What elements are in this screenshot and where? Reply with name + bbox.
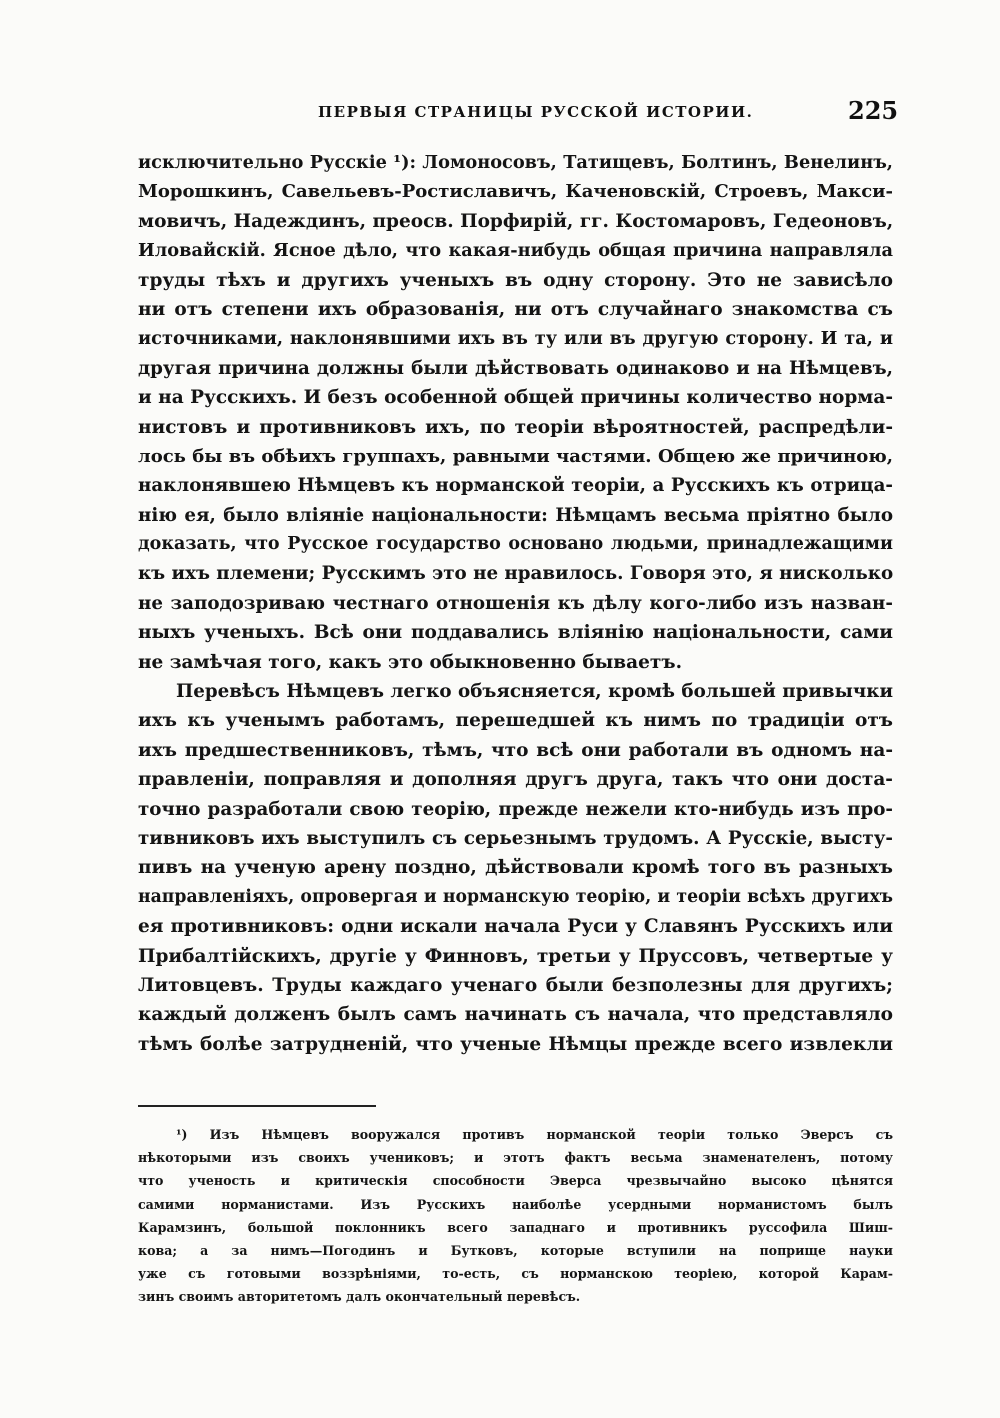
text-line: ея противниковъ: одни искали начала Руси у Славянъ Русскихъ или [138, 916, 893, 938]
text-line: ихъ предшественниковъ, тѣмъ, что всѣ они работали въ одномъ на- [138, 739, 893, 761]
footnote-line: что ученость и критическія способности Эверса чрезвычайно высоко цѣнятся [138, 1173, 893, 1189]
footnote-line: Карамзинъ, большой поклонникъ всего западнаго и противникъ руссофила Шиш- [138, 1219, 893, 1235]
text-line: не заподозриваю честнаго отношенія къ дѣлу кого-либо изъ назван- [138, 592, 893, 614]
text-line: нію ея, было вліяніе національности: Нѣмцамъ весьма пріятно было [138, 504, 893, 526]
text-line: мовичъ, Надеждинъ, преосв. Порфирій, гг. Костомаровъ, Гедеоновъ, [138, 210, 894, 232]
running-title: ПЕРВЫЯ СТРАНИЦЫ РУССКОЙ ИСТОРИИ. [318, 103, 754, 121]
text-line: Перевѣсъ Нѣмцевъ легко объясняется, кромѣ большей привычки [176, 681, 893, 703]
text-line: исключительно Русскіе ¹): Ломоносовъ, Татищевъ, Болтинъ, Венелинъ, [138, 152, 893, 173]
footnote-line: кова; а за нимъ—Погодинъ и Бутковъ, которые вступили на поприще науки [138, 1242, 893, 1258]
text-line: нистовъ и противниковъ ихъ, по теоріи вѣроятностей, распредѣли- [138, 416, 893, 438]
text-line: ни отъ степени ихъ образованія, ни отъ случайнаго знакомства съ [138, 298, 893, 320]
footnote-line: нѣкоторыми изъ своихъ учениковъ; и этотъ фактъ весьма знаменателенъ, потому [138, 1150, 893, 1166]
text-line: не замѣчая того, какъ это обыкновенно бываетъ. [138, 651, 683, 673]
text-line: направленіяхъ, опровергая и норманскую теорію, и теоріи всѣхъ другихъ [138, 886, 893, 907]
text-line: труды тѣхъ и другихъ ученыхъ въ одну сторону. Это не зависѣло [138, 269, 893, 291]
text-line: точно разработали свою теорію, прежде нежели кто-нибудь изъ про- [138, 798, 893, 820]
text-line: другая причина должны были дѣйствовать одинаково и на Нѣмцевъ, [138, 357, 893, 379]
footnote-line: ¹) Изъ Нѣмцевъ вооружался противъ норманской теоріи только Эверсъ съ [176, 1127, 893, 1142]
text-line: и на Русскихъ. И безъ особенной общей причины количество норма- [138, 387, 894, 409]
main-text [138, 148, 893, 1059]
text-line: Иловайскій. Ясное дѣло, что какая-нибудь общая причина направляла [138, 240, 893, 262]
footnote-line: самими норманистами. Изъ Русскихъ наиболѣе усердными норманистомъ былъ [138, 1196, 893, 1212]
text-line: тивниковъ ихъ выступилъ съ серьезнымъ трудомъ. А Русскіе, высту- [138, 827, 893, 849]
text-line: ихъ къ ученымъ работамъ, перешедшей къ нимъ по традиціи отъ [138, 710, 893, 732]
text-line: Литовцевъ. Труды каждаго ученаго были безполезны для другихъ; [138, 974, 893, 996]
text-line: каждый долженъ былъ самъ начинать съ начала, что представляло [138, 1004, 893, 1026]
text-line: Прибалтійскихъ, другіе у Финновъ, третьи у Пруссовъ, четвертые у [138, 945, 893, 967]
text-line: источниками, наклонявшими ихъ въ ту или въ другую сторону. И та, и [138, 328, 893, 350]
text-line: къ ихъ племени; Русскимъ это не нравилось. Говоря это, я нисколько [138, 563, 894, 585]
text-line: ныхъ ученыхъ. Всѣ они поддавались вліянію національности, сами [138, 622, 893, 644]
page-number: 225 [848, 96, 899, 125]
text-line: наклонявшею Нѣмцевъ къ норманской теоріи, а Русскихъ къ отрица- [138, 475, 893, 497]
footnote [138, 1123, 893, 1309]
text-line: пивъ на ученую арену поздно, дѣйствовали кромѣ того въ разныхъ [138, 857, 893, 879]
footnote-line: зинъ своимъ авторитетомъ далъ окончательный перевѣсъ. [138, 1289, 581, 1305]
text-line: правленіи, поправляя и дополняя другъ друга, такъ что они доста- [138, 769, 893, 791]
footnote-line: уже съ готовыми воззрѣніями, то-есть, съ норманскою теоріею, которой Карам- [138, 1266, 893, 1282]
text-line: тѣмъ болѣе затрудненій, что ученые Нѣмцы прежде всего извлекли [138, 1033, 893, 1055]
text-line: доказать, что Русское государство основано людьми, принадлежащими [138, 534, 893, 555]
text-line: лось бы въ обѣихъ группахъ, равными частями. Общею же причиною, [138, 445, 893, 467]
footnote-separator [138, 1105, 376, 1107]
text-line: Морошкинъ, Савельевъ-Ростиславичъ, Каченовскій, Строевъ, Макси- [138, 181, 893, 203]
